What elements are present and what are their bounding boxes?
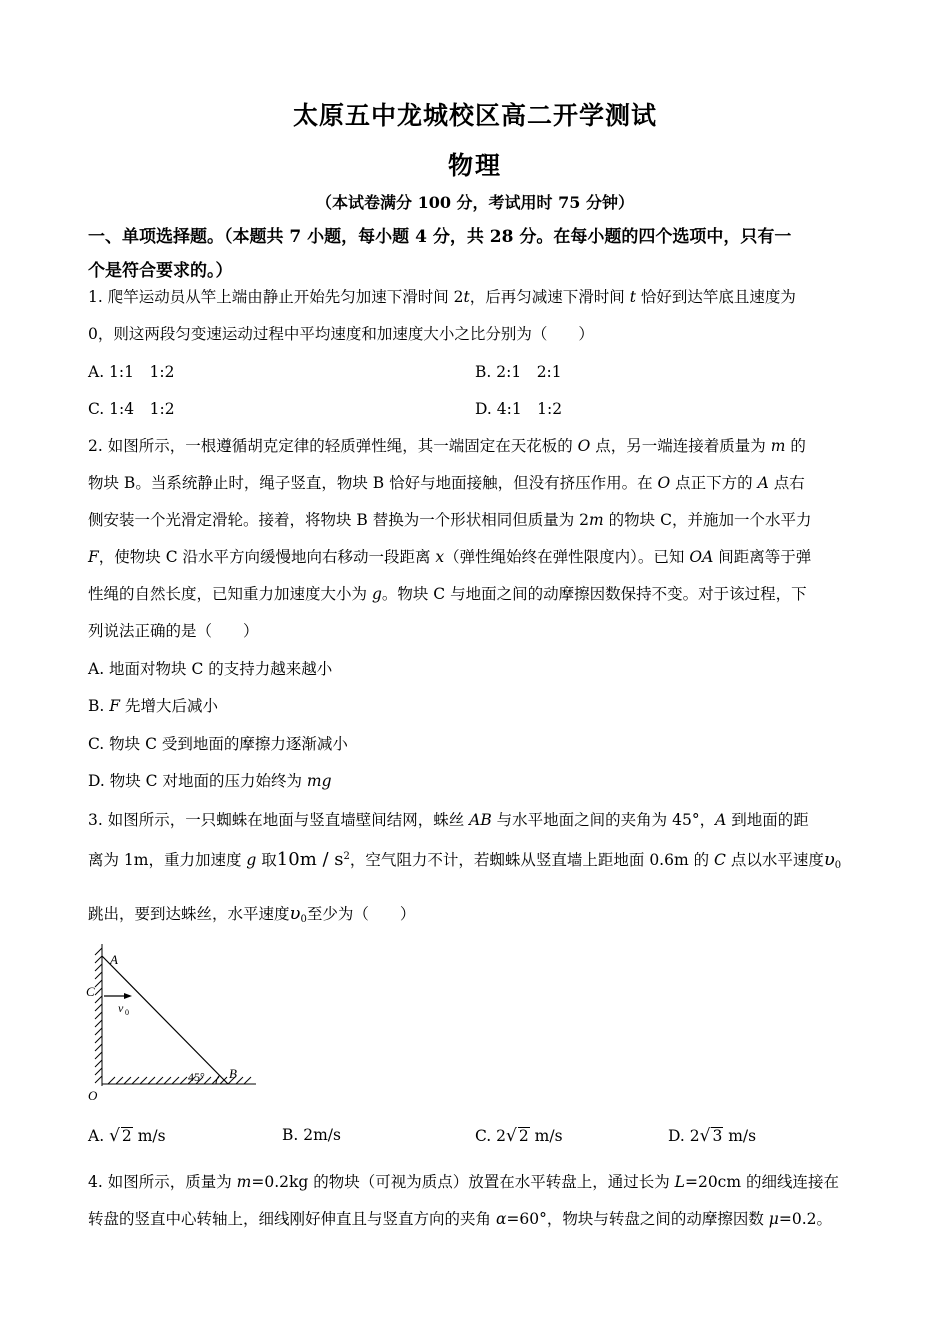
q3-text: 离为 1m，重力加速度 (88, 851, 247, 869)
q4-var: α (495, 1210, 507, 1228)
q1-option-c: C. 1:4 1:2 (88, 400, 175, 418)
section-heading-line2: 个是符合要求的。） (88, 261, 233, 281)
q2-line5 (88, 582, 807, 604)
q3-option-b: B. 2m/s (282, 1126, 341, 1144)
q4-var: L (674, 1173, 685, 1191)
sqrt-icon: √ (699, 1126, 711, 1146)
q2-var: O (577, 437, 591, 455)
spider-thread-ab (102, 956, 228, 1084)
fig-label-angle: 45° (188, 1070, 205, 1084)
q3-var-v: υ (823, 849, 835, 870)
q1-line1 (88, 285, 796, 307)
q3-var: C (714, 851, 726, 869)
q3-sup: 2 (343, 850, 350, 862)
q2-text: 先增大后减小 (120, 697, 218, 715)
q4-text: =0.2。 (778, 1210, 833, 1228)
q2-text: 物块 B。当系统静止时，绳子竖直，物块 B 恰好与地面接触，但没有挤压作用。在 (88, 474, 658, 492)
q3-var: AB (469, 811, 492, 829)
q3-text: 到地面的距 (726, 811, 809, 829)
q4-text: =0.2kg 的物块（可视为质点）放置在水平转盘上，通过长为 (251, 1173, 675, 1191)
q2-line6: 列说法正确的是（ ） (88, 622, 259, 640)
q2-text: 的物块 C，并施加一个水平力 (603, 511, 812, 529)
q3-value: 10m / s (276, 849, 344, 870)
q2-var: m (589, 511, 604, 529)
q2-var: OA (689, 548, 714, 566)
q2-text: 性绳的自然长度，已知重力加速度大小为 (88, 585, 372, 603)
q3-text: C. 2 (475, 1127, 507, 1145)
q4-text: =60°，物块与转盘之间的动摩擦因数 (506, 1210, 769, 1228)
q2-text: 2. 如图所示，一根遵循胡克定律的轻质弹性绳，其一端固定在天花板的 (88, 437, 578, 455)
sqrt-icon: √ (506, 1126, 517, 1146)
exam-note: （本试卷满分 100 分，考试用时 75 分钟） (316, 193, 634, 212)
q2-option-d (88, 769, 332, 791)
q2-var: m (770, 437, 786, 455)
q4-line1 (88, 1170, 839, 1192)
q3-text: A. (88, 1127, 110, 1145)
exam-title: 太原五中龙城校区高二开学测试 (292, 101, 657, 130)
q3-text: ，空气阻力不计，若蜘蛛从竖直墙上距地面 0.6m 的 (349, 851, 715, 869)
section-heading (88, 220, 868, 288)
q2-line3 (88, 508, 811, 530)
q2-text: D. 物块 C 对地面的压力始终为 (88, 772, 307, 790)
q3-text: m/s (723, 1127, 757, 1145)
q3-text: m/s (529, 1127, 563, 1145)
q1-text: 1. 爬竿运动员从竿上端由静止开始先匀加速下滑时间 2 (88, 288, 464, 306)
q4-var: m (236, 1173, 252, 1191)
q3-text: 与水平地面之间的夹角为 45°， (491, 811, 716, 829)
sqrt-icon: √ (109, 1126, 120, 1146)
q2-var: A (757, 474, 769, 492)
q2-var: g (371, 585, 382, 603)
q3-radicand: 3 (712, 1127, 723, 1145)
q1-var-t: t (629, 288, 636, 306)
q4-text: 4. 如图所示，质量为 (88, 1173, 237, 1191)
section-heading-line1: 一、单项选择题。（本题共 7 小题，每小题 4 分，共 28 分。在每小题的四个选项中，只有一 (88, 227, 792, 247)
q2-text: （弹性绳始终在弹性限度内）。已知 (444, 548, 690, 566)
q1-text: 恰好到达竿底且速度为 (635, 288, 796, 306)
q3-text: D. 2 (668, 1127, 700, 1145)
q2-line2 (88, 471, 805, 493)
q4-text: =20cm 的细线连接在 (684, 1173, 839, 1191)
arrow-head-icon (124, 993, 132, 999)
wall-hatching (95, 944, 102, 1086)
q3-var: A (715, 811, 727, 829)
q3-text: 跳出，要到达蛛丝，水平速度 (88, 905, 290, 923)
fig-label-c: C (86, 984, 95, 999)
q2-text: 侧安装一个光滑定滑轮。接着，将物块 B 替换为一个形状相同但质量为 2 (88, 511, 590, 529)
q2-option-c: C. 物块 C 受到地面的摩擦力逐渐减小 (88, 735, 348, 753)
q3-text: 点以水平速度 (725, 851, 824, 869)
fig-label-b: B (229, 1066, 237, 1081)
q3-line1 (88, 808, 809, 830)
angle-arc (216, 1076, 220, 1085)
q2-text: 。物块 C 与地面之间的动摩擦因数保持不变。对于该过程，下 (381, 585, 807, 603)
q3-option-c (475, 1126, 563, 1146)
q2-text: 点右 (768, 474, 805, 492)
q2-var: F (109, 697, 121, 715)
q3-text: 3. 如图所示，一只蜘蛛在地面与竖直墙壁间结网，蛛丝 (88, 811, 470, 829)
q2-var: mg (306, 772, 332, 790)
q2-line4 (88, 545, 811, 567)
q3-line2 (88, 848, 841, 871)
fig-label-v: v (118, 1001, 124, 1015)
q1-option-a: A. 1:1 1:2 (88, 363, 175, 381)
q3-text: m/s (132, 1127, 166, 1145)
q4-var: μ (768, 1210, 779, 1228)
q2-text: 点正下方的 (670, 474, 758, 492)
q2-var: x (435, 548, 445, 566)
q1-var-t: t (463, 288, 470, 306)
q1-option-b: B. 2:1 2:1 (475, 363, 562, 381)
q2-var: F (88, 548, 99, 566)
q2-var: O (657, 474, 671, 492)
q2-text: B. (88, 697, 110, 715)
q2-line1 (88, 434, 806, 456)
fig-label-v-sub: 0 (125, 1008, 129, 1017)
q3-figure (82, 938, 272, 1108)
q3-option-a (88, 1126, 166, 1146)
q4-text: 转盘的竖直中心转轴上，细线刚好伸直且与竖直方向的夹角 (88, 1210, 496, 1228)
q2-option-b (88, 694, 218, 716)
q2-text: 间距离等于弹 (713, 548, 812, 566)
exam-subject: 物理 (447, 151, 502, 180)
q2-option-a: A. 地面对物块 C 的支持力越来越小 (88, 660, 333, 678)
q3-line3 (88, 902, 415, 925)
q1-option-d: D. 4:1 1:2 (475, 400, 563, 418)
q3-var-v: υ (289, 903, 301, 924)
fig-label-a: A (110, 952, 118, 967)
q1-text: ，后再匀减速下滑时间 (469, 288, 630, 306)
q4-line2 (88, 1207, 832, 1229)
q3-option-d (668, 1126, 756, 1146)
q3-radicand: 2 (518, 1127, 529, 1145)
q3-radicand: 2 (121, 1127, 132, 1145)
q2-text: 的 (785, 437, 806, 455)
q1-line2: 0，则这两段匀变速运动过程中平均速度和加速度大小之比分别为（ ） (88, 325, 594, 343)
fig-label-o: O (88, 1088, 98, 1103)
q2-text: ，使物块 C 沿水平方向缓慢地向右移动一段距离 (98, 548, 436, 566)
q2-text: 点，另一端连接着质量为 (590, 437, 771, 455)
q3-text: 至少为（ ） (306, 905, 416, 923)
q3-sub: 0 (300, 914, 307, 925)
q3-text: 取 (256, 851, 277, 869)
q3-var: g (246, 851, 257, 869)
q3-sub: 0 (834, 860, 842, 871)
